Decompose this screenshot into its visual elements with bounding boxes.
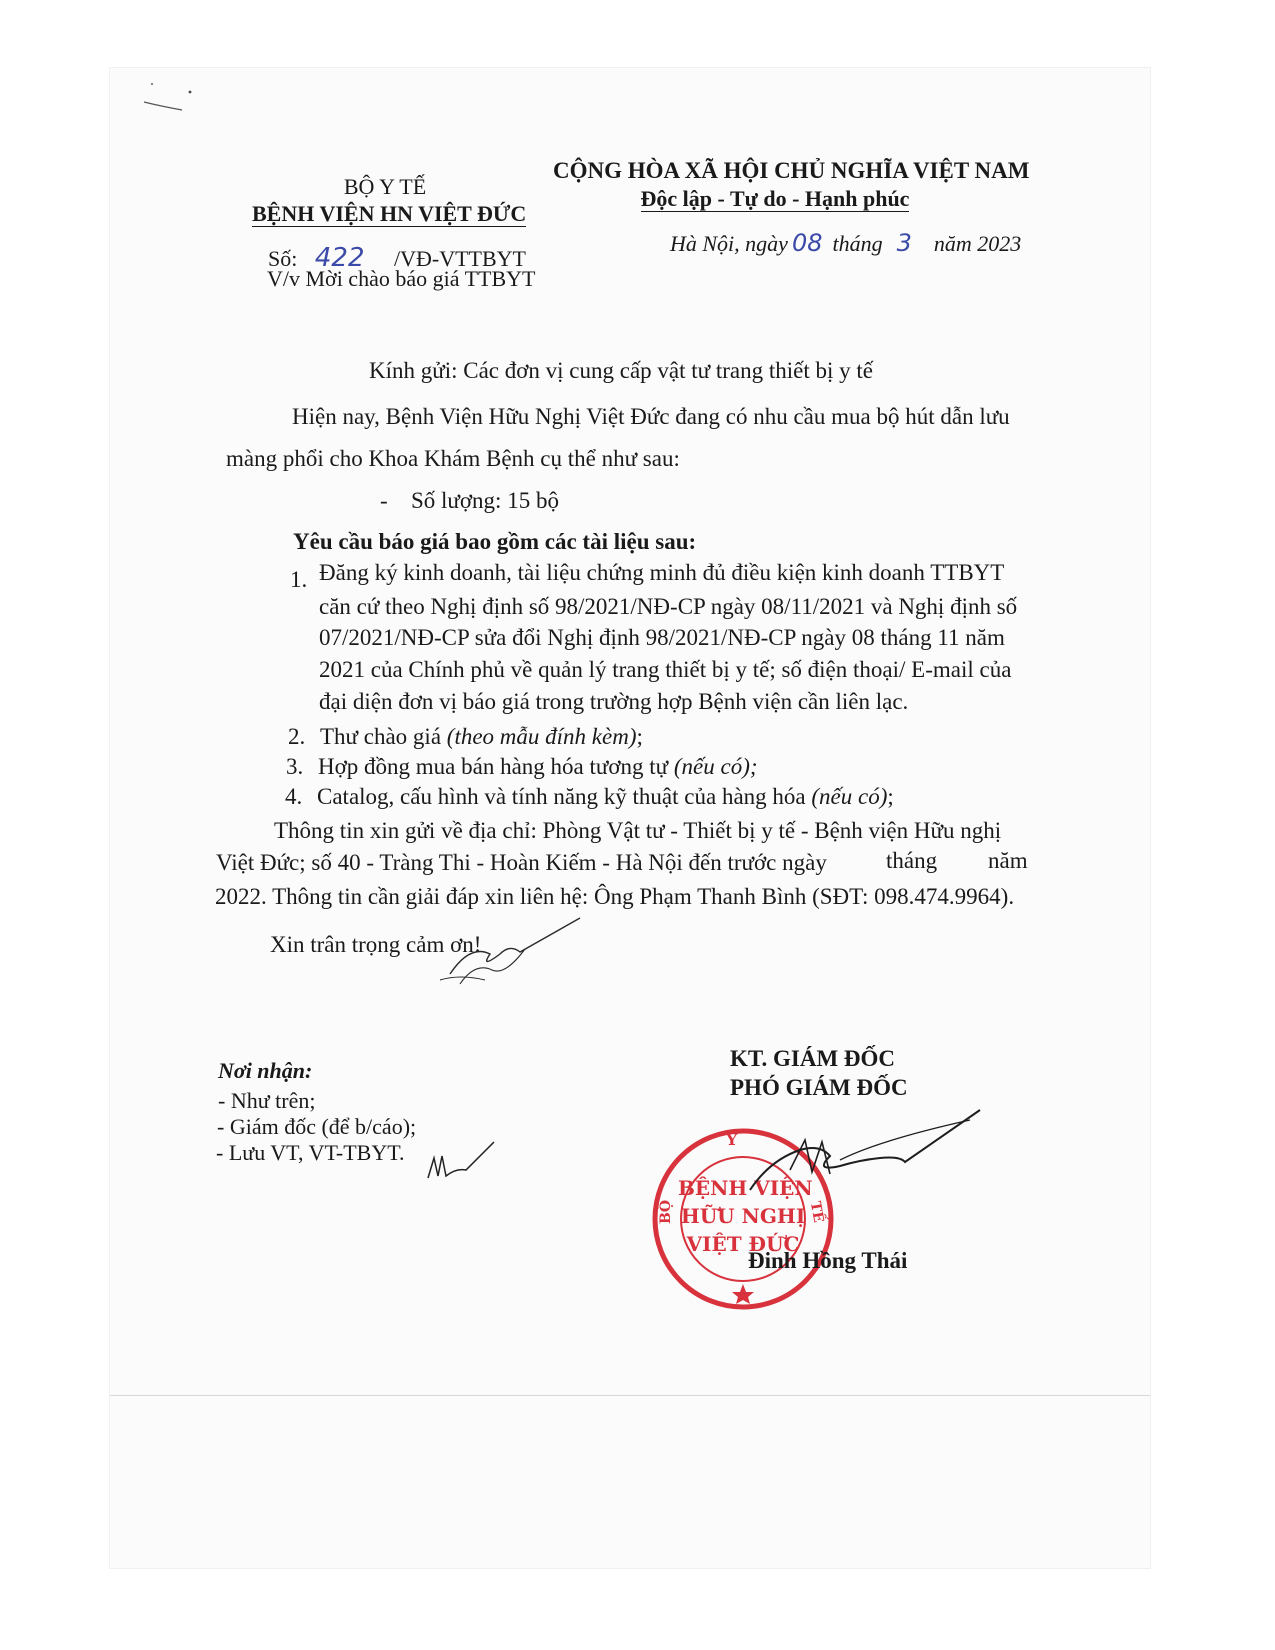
recipient-2: - Giám đốc (để b/cáo); (217, 1114, 417, 1139)
item-3-note: (nếu có); (673, 754, 758, 779)
item-4-note: (nếu có) (811, 784, 888, 809)
director-signature-drawing (730, 1100, 990, 1210)
contact-line-2-year: năm (988, 848, 1028, 873)
seal-line-3: VIỆT ĐỨC (686, 1232, 800, 1256)
hospital-name-text: BỆNH VIỆN HN VIỆT ĐỨC (252, 201, 527, 226)
item-2-tail: ; (636, 724, 643, 749)
recipient-3: - Lưu VT, VT-TBYT. (216, 1140, 405, 1165)
date-prefix: Hà Nội, ngày (670, 231, 788, 256)
hospital-name (252, 201, 527, 227)
signer-name: Đinh Hồng Thái (748, 1248, 908, 1273)
initial-signature-drawing-2 (422, 1138, 502, 1188)
item-2 (288, 724, 643, 750)
seal-ring-left: BỘ (658, 1199, 675, 1225)
item-1-number: 1. (290, 567, 308, 592)
item-1-line-1: Đăng ký kinh doanh, tài liệu chứng minh đủ điều kiện kinh doanh TTBYT (319, 560, 1005, 585)
item-3-text: Hợp đồng mua bán hàng hóa tương tự (318, 754, 674, 779)
signer-role-2: PHÓ GIÁM ĐỐC (730, 1075, 908, 1100)
seal-line-1: BỆNH VIỆN (678, 1176, 813, 1200)
thanks: Xin trân trọng cảm ơn! (270, 932, 482, 957)
contact-line-2-month: tháng (886, 848, 938, 873)
nation-title: CỘNG HÒA XÃ HỘI CHỦ NGHĨA VIỆT NAM (553, 158, 1030, 183)
item-2-text: Thư chào giá (320, 724, 447, 749)
number-label: Số: (268, 246, 298, 271)
signer-role-1: KT. GIÁM ĐỐC (730, 1046, 896, 1071)
number-suffix: /VĐ-VTTBYT (394, 246, 526, 271)
item-4-text: Catalog, cấu hình và tính năng kỹ thuật của hàng hóa (317, 784, 812, 809)
item-2-number: 2. (288, 724, 306, 749)
item-3-number: 3. (286, 754, 304, 779)
date-month: 3 (896, 229, 912, 257)
seal-ring-top: Y (726, 1130, 738, 1149)
seal-line-2: HỮU NGHỊ (680, 1204, 806, 1228)
item-2-note: (theo mẫu đính kèm) (446, 724, 637, 749)
intro-line-2: màng phổi cho Khoa Khám Bệnh cụ thể như sau: (226, 446, 680, 471)
item-4-tail: ; (887, 784, 894, 809)
recipient-1: - Như trên; (218, 1088, 316, 1113)
contact-line-1: Thông tin xin gửi về địa chỉ: Phòng Vật tư - Thiết bị y tế - Bệnh viện Hữu nghị (274, 818, 1002, 843)
seal-ring-right: TẾ (806, 1200, 827, 1224)
motto (640, 186, 910, 212)
ministry-name: BỘ Y TẾ (343, 174, 427, 199)
item-1-line-4: 2021 của Chính phủ về quản lý trang thiết bị y tế; số điện thoại/ E-mail của (319, 657, 1012, 682)
contact-line-2: Việt Đức; số 40 - Tràng Thi - Hoàn Kiếm - Hà Nội đến trước ngày (216, 850, 827, 875)
scan-mark (140, 80, 200, 120)
initial-signature-drawing (430, 914, 590, 994)
intro-line-1: Hiện nay, Bệnh Viện Hữu Nghị Việt Đức đang có nhu cầu mua bộ hút dẫn lưu (292, 404, 1010, 429)
date-day: 08 (791, 229, 823, 257)
item-1-line-5: đại diện đơn vị báo giá trong trường hợp Bệnh viện cần liên lạc. (319, 689, 909, 714)
document-subject: V/v Mời chào báo giá TTBYT (267, 266, 536, 291)
item-4-number: 4. (285, 784, 303, 809)
issue-date (670, 229, 1021, 257)
date-month-label: tháng (832, 231, 883, 256)
quantity-dash: - (380, 488, 388, 513)
quantity: Số lượng: 15 bộ (411, 488, 559, 513)
item-1-line-3: 07/2021/NĐ-CP sửa đổi Nghị định 98/2021/NĐ-CP ngày 08 tháng 11 năm (319, 625, 1005, 650)
item-4 (285, 784, 894, 810)
page-fold-line (110, 1395, 1150, 1396)
date-year: năm 2023 (933, 231, 1022, 256)
item-3 (286, 754, 758, 780)
greeting: Kính gửi: Các đơn vị cung cấp vật tư trang thiết bị y tế (369, 358, 874, 383)
motto-text: Độc lập - Tự do - Hạnh phúc (640, 186, 910, 211)
recipients-title: Nơi nhận: (218, 1058, 313, 1083)
requirements-title: Yêu cầu báo giá bao gồm các tài liệu sau: (293, 529, 697, 554)
number-value: 422 (314, 243, 365, 273)
item-1-line-2: căn cứ theo Nghị định số 98/2021/NĐ-CP ngày 08/11/2021 và Nghị định số (319, 594, 1018, 619)
contact-line-3: 2022. Thông tin cần giải đáp xin liên hệ: Ông Phạm Thanh Bình (SĐT: 098.474.9964). (215, 884, 1015, 909)
